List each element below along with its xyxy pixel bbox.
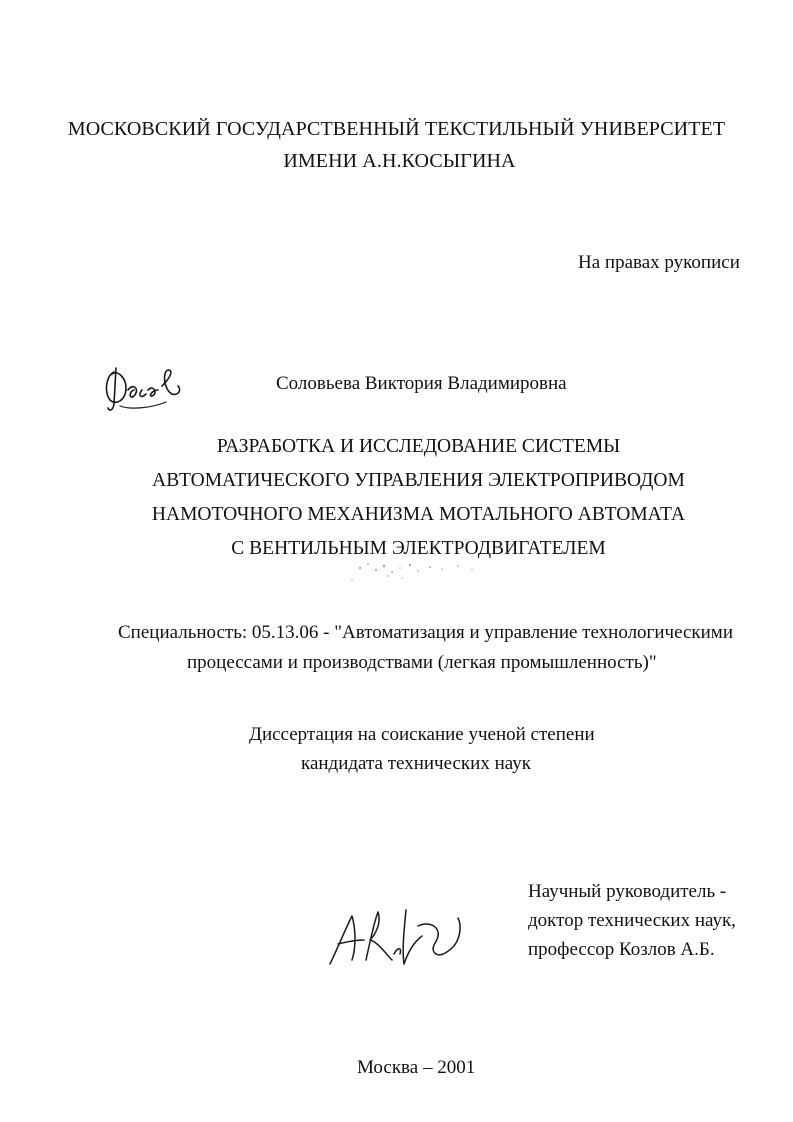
author-name: Соловьева Виктория Владимировна xyxy=(276,373,567,394)
supervisor-line1: Научный руководитель - xyxy=(528,881,727,902)
title-line2: АВТОМАТИЧЕСКОГО УПРАВЛЕНИЯ ЭЛЕКТРОПРИВОДОМ xyxy=(152,470,685,491)
supervisor-signature xyxy=(322,902,482,974)
specialty-line2: процессами и производствами (легкая промышленность)" xyxy=(187,652,657,673)
title-line3: НАМОТОЧНОГО МЕХАНИЗМА МОТАЛЬНОГО АВТОМАТА xyxy=(151,504,686,525)
degree-line2: кандидата технических наук xyxy=(301,753,531,774)
title-line1: РАЗРАБОТКА И ИССЛЕДОВАНИЕ СИСТЕМЫ xyxy=(216,436,621,457)
stamp-smudge xyxy=(340,556,500,586)
title-line4: С ВЕНТИЛЬНЫМ ЭЛЕКТРОДВИГАТЕЛЕМ xyxy=(231,538,606,559)
university-name-line2: ИМЕНИ А.Н.КОСЫГИНА xyxy=(283,150,516,172)
rights-note: На правах рукописи xyxy=(578,252,740,273)
degree-line1: Диссертация на соискание ученой степени xyxy=(249,724,595,745)
specialty-line1: Специальность: 05.13.06 - "Автоматизация и управление технологическими xyxy=(118,622,733,643)
university-name-line1: МОСКОВСКИЙ ГОСУДАРСТВЕННЫЙ ТЕКСТИЛЬНЫЙ УНИВЕРСИТЕТ xyxy=(67,118,726,140)
supervisor-line3: профессор Козлов А.Б. xyxy=(528,939,715,960)
author-signature xyxy=(100,360,192,420)
city-year: Москва – 2001 xyxy=(357,1057,476,1078)
supervisor-line2: доктор технических наук, xyxy=(528,910,736,931)
